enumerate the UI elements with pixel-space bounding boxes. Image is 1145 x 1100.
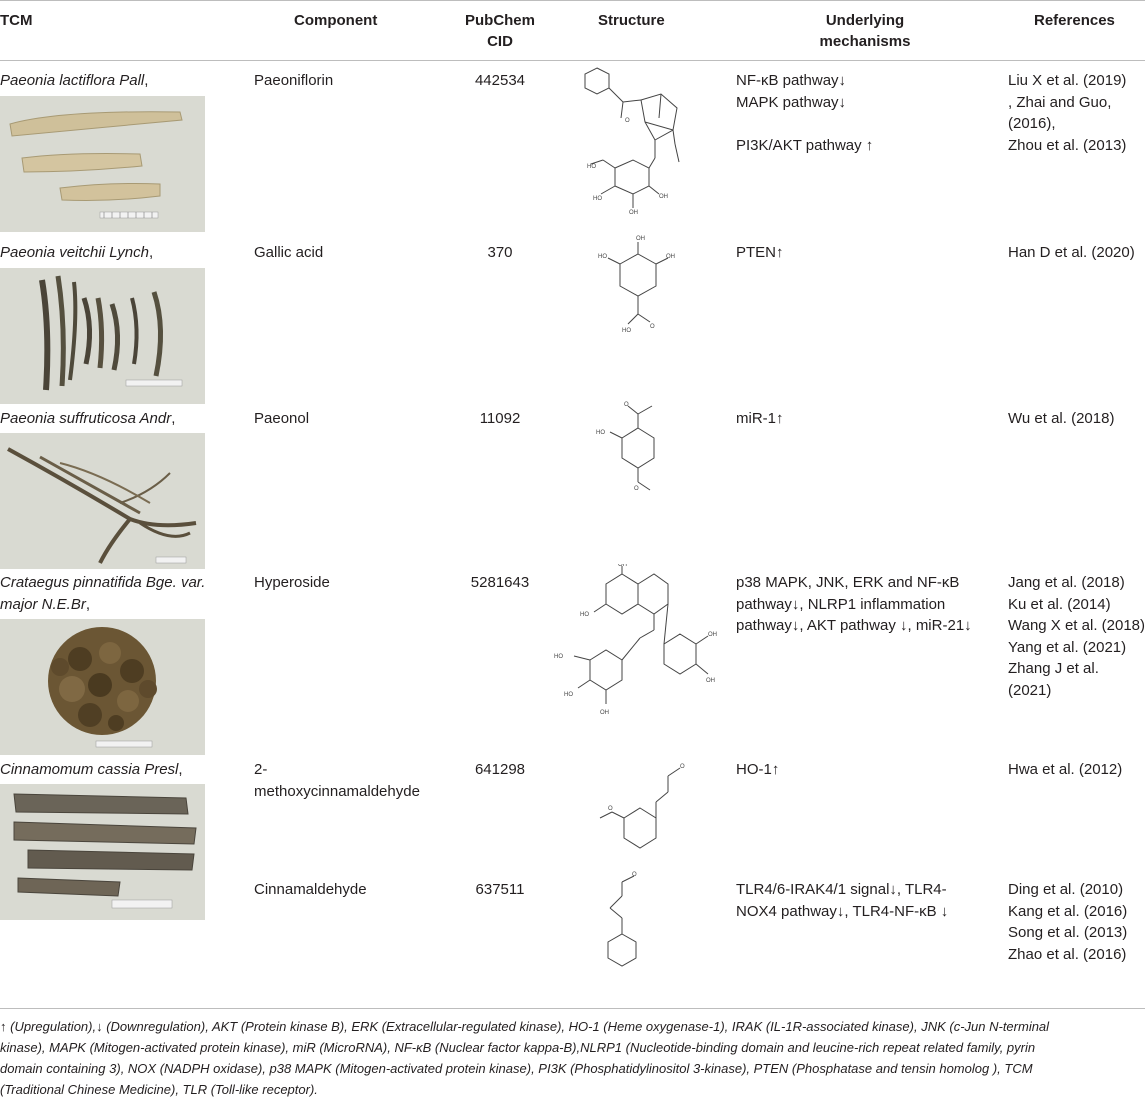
header-component: Component <box>294 12 378 29</box>
svg-text:OH: OH <box>636 236 645 242</box>
row4-cid: 5281643 <box>470 574 530 591</box>
row2-reference-1: Han D et al. (2020) <box>1008 244 1135 261</box>
svg-text:HO: HO <box>593 196 602 202</box>
row1-reference-2: , Zhai and Guo, <box>1008 93 1112 111</box>
row1-mechanism-2: MAPK pathway↓ <box>736 93 847 111</box>
row2-tcm-name: Paeonia veitchii Lynch <box>0 244 149 261</box>
row6-cid: 637511 <box>475 881 525 898</box>
svg-text:OH: OH <box>618 564 627 568</box>
footnote-line1: ↑ (Upregulation),↓ (Downregulation), AKT (Protein kinase B), ERK (Extracellular-regulated kinase), HO-1 (Heme oxygenase-1), IRAK (IL-1R-associated kinase), JNK (c-Jun N-terminal <box>0 1019 1050 1034</box>
header-mechanisms <box>790 10 940 52</box>
svg-text:O: O <box>680 764 685 770</box>
row4-mechanisms <box>736 572 972 637</box>
row2-cid: 370 <box>487 244 513 261</box>
row4-reference-3: Wang X et al. (2018) <box>1008 617 1145 634</box>
row4-component: Hyperoside <box>254 574 330 591</box>
row2-references <box>1008 242 1135 264</box>
row1-component: Paeoniflorin <box>254 72 334 89</box>
row3-cid: 11092 <box>479 410 521 427</box>
row5-reference-1: Hwa et al. (2012) <box>1008 761 1123 778</box>
row3-tcm-suffix: , <box>171 410 176 427</box>
row5-cid: 641298 <box>474 761 526 778</box>
row4-mechanism-3: pathway↓, AKT pathway ↓, miR-21↓ <box>736 617 972 634</box>
row4-tcm <box>0 572 205 615</box>
row2-mechanism-1: PTEN↑ <box>736 244 784 261</box>
footnote-line2: kinase), MAPK (Mitogen-activated protein kinase), miR (MicroRNA), NF-κB (Nuclear factor kappa-B),NLRP1 (Nucleotide-binding domain and leucine-rich repeat related family, pyrin <box>0 1040 1036 1055</box>
row1-structure <box>575 64 705 218</box>
row4-mechanism-2: pathway↓, NLRP1 inflammation <box>736 595 946 613</box>
row6-reference-2: Kang et al. (2016) <box>1008 902 1128 920</box>
row4-tcm-line1: Crataegus pinnatifida Bge. var. <box>0 574 206 591</box>
row4-reference-4: Yang et al. (2021) <box>1008 638 1127 656</box>
row1-tcm-name: Paeonia lactiflora Pall <box>0 72 145 89</box>
row6-reference-1: Ding et al. (2010) <box>1008 881 1124 898</box>
row1-references <box>1008 70 1126 156</box>
row3-tcm-name: Paeonia suffruticosa Andr <box>0 410 172 427</box>
svg-text:OH: OH <box>706 678 715 684</box>
row6-mechanism-1: TLR4/6-IRAK4/1 signal↓, TLR4- <box>736 881 947 898</box>
row5-component-line2: methoxycinnamaldehyde <box>254 782 420 800</box>
row6-structure <box>596 868 656 976</box>
row5-mechanisms <box>736 759 779 781</box>
header-structure: Structure <box>598 12 665 29</box>
row4-tcm-line2: major N.E.Br <box>0 595 86 613</box>
svg-text:HO: HO <box>564 692 573 698</box>
row2-tcm-suffix: , <box>149 244 154 261</box>
header-rule <box>0 60 1145 61</box>
svg-text:HO: HO <box>587 164 596 170</box>
footnote-line3: domain containing 3), NOX (NADPH oxidase), p38 MAPK (Mitogen-activated protein kinase), PI3K (Phosphatidylinositol 3-kinase), PTEN (Phosphatase and tensin homolog ), TCM <box>0 1061 1033 1076</box>
row2-structure <box>598 232 678 348</box>
row5-component-line1: 2- <box>254 761 268 778</box>
row6-reference-4: Zhao et al. (2016) <box>1008 945 1127 963</box>
svg-text:O: O <box>625 118 630 124</box>
row6-mechanism-2: NOX4 pathway↓, TLR4-NF-κB ↓ <box>736 902 949 920</box>
row4-reference-5: Zhang J et al. (2021) <box>1008 660 1099 699</box>
header-pubchem-line1: PubChem <box>464 12 535 29</box>
header-tcm: TCM <box>0 12 33 29</box>
header-mechanisms-line1: Underlying <box>825 12 905 29</box>
row4-structure <box>550 564 720 728</box>
row6-reference-3: Song et al. (2013) <box>1008 924 1128 941</box>
svg-text:HO: HO <box>596 430 605 436</box>
row5-tcm-suffix: , <box>178 761 183 778</box>
row1-reference-3: (2016), <box>1008 115 1056 132</box>
svg-text:OH: OH <box>600 710 609 716</box>
row3-reference-1: Wu et al. (2018) <box>1008 410 1115 427</box>
row4-references <box>1008 572 1145 701</box>
row1-mechanism-1: NF-κB pathway↓ <box>736 72 847 89</box>
svg-text:O: O <box>650 324 655 330</box>
svg-text:O: O <box>632 872 637 878</box>
row6-mechanisms <box>736 879 948 922</box>
row1-herb-photo <box>0 96 205 232</box>
row1-reference-4: Zhou et al. (2013) <box>1008 136 1127 154</box>
row1-reference-1: Liu X et al. (2019) <box>1008 72 1127 89</box>
svg-text:HO: HO <box>598 254 607 260</box>
header-pubchem <box>440 10 560 52</box>
svg-text:OH: OH <box>666 254 675 260</box>
row3-mechanisms <box>736 408 784 430</box>
row5-tcm-name: Cinnamomum cassia Presl <box>0 761 179 778</box>
row5-mechanism-1: HO-1↑ <box>736 761 780 778</box>
row5-tcm <box>0 759 183 781</box>
header-mechanisms-line2: mechanisms <box>819 33 911 50</box>
row4-mechanism-1: p38 MAPK, JNK, ERK and NF-κB <box>736 574 960 591</box>
header-pubchem-line2: CID <box>487 33 513 50</box>
svg-text:O: O <box>634 486 639 492</box>
svg-text:HO: HO <box>622 328 631 334</box>
svg-text:OH: OH <box>659 194 668 200</box>
row2-mechanisms <box>736 242 784 264</box>
row6-component: Cinnamaldehyde <box>254 881 367 898</box>
row2-component: Gallic acid <box>254 244 324 261</box>
row3-component: Paeonol <box>254 410 310 427</box>
row5-component <box>254 759 420 802</box>
svg-text:O: O <box>624 402 629 408</box>
row4-reference-2: Ku et al. (2014) <box>1008 595 1111 613</box>
row3-tcm <box>0 408 175 430</box>
row4-reference-1: Jang et al. (2018) <box>1008 574 1125 591</box>
row1-tcm-suffix: , <box>144 72 149 89</box>
row1-mechanism-4: PI3K/AKT pathway ↑ <box>736 136 874 154</box>
footnote-line4: (Traditional Chinese Medicine), TLR (Toll-like receptor). <box>0 1082 318 1097</box>
bottom-rule <box>0 1008 1145 1009</box>
row1-tcm <box>0 70 148 92</box>
row5-references <box>1008 759 1122 781</box>
svg-text:OH: OH <box>629 210 638 214</box>
row5-herb-photo <box>0 784 205 920</box>
row4-herb-photo <box>0 619 205 755</box>
header-references: References <box>1034 12 1115 29</box>
row3-references <box>1008 408 1114 430</box>
row4-tcm-suffix: , <box>85 595 91 613</box>
row1-cid: 442534 <box>474 72 526 89</box>
row2-tcm <box>0 242 153 264</box>
row2-herb-photo <box>0 268 205 404</box>
top-rule <box>0 0 1145 1</box>
row6-references <box>1008 879 1127 965</box>
row1-mechanisms <box>736 70 873 156</box>
svg-text:OH: OH <box>708 632 717 638</box>
row3-herb-photo <box>0 433 205 569</box>
footnote <box>0 1016 1145 1100</box>
row3-mechanism-1: miR-1↑ <box>736 410 784 427</box>
row3-structure <box>596 398 676 502</box>
row5-structure <box>582 752 692 860</box>
svg-text:HO: HO <box>554 654 563 660</box>
row1-mechanism-3 <box>736 113 873 135</box>
svg-text:HO: HO <box>580 612 589 618</box>
svg-text:O: O <box>608 806 613 812</box>
